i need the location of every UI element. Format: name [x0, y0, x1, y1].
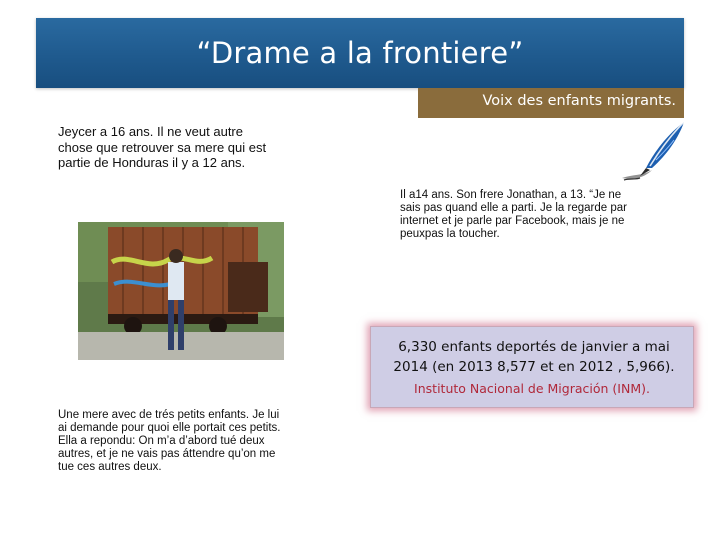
- stats-box: [370, 326, 694, 408]
- train-photo: [78, 222, 284, 360]
- stats-source: Instituto Nacional de Migración (INM).: [414, 381, 650, 396]
- stats-text: 6,330 enfants deportés de janvier a mai 2014 (en 2013 8,577 et en 2012 , 5,966).: [393, 339, 675, 375]
- quill-pen-icon: [616, 118, 688, 184]
- page-subtitle: Voix des enfants migrants.: [482, 93, 676, 109]
- story-mother: Une mere avec de trés petits enfants. Je lui ai demande pour quoi elle portait ces petits. Ella a repondu: On m’a d’abord tué deux autres, et je ne vais pas áttendre qu’on me tue ces autres deux.: [58, 409, 281, 473]
- page-title: “Drame a la frontiere”: [196, 36, 524, 70]
- title-bar: [36, 18, 684, 88]
- story-jeycer: Jeycer a 16 ans. Il ne veut autre chose que retrouver sa mere qui est partie de Honduras il y a 12 ans.: [58, 124, 267, 170]
- subtitle-bar: [418, 88, 684, 118]
- story-brothers: Il a14 ans. Son frere Jonathan, a 13. “Je ne sais pas quand elle a parti. Je la regarde par internet et je parle par Facebook, mais je ne peuxpas la toucher.: [400, 189, 627, 240]
